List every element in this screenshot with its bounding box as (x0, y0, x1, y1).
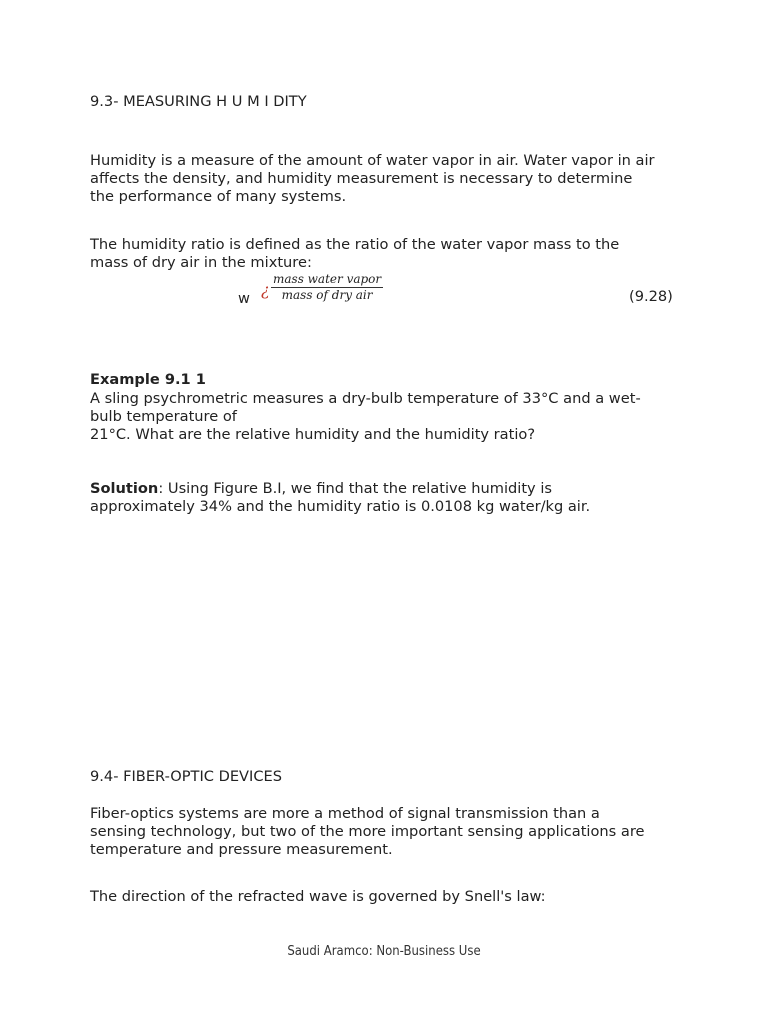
paragraph-line: The direction of the refracted wave is governed by Snell's law: (90, 888, 546, 905)
equation-number: (9.28) (629, 288, 673, 305)
paragraph-line: temperature and pressure measurement. (90, 841, 393, 858)
paragraph-line: the performance of many systems. (90, 188, 347, 205)
paragraph-line: sensing technology, but two of the more important sensing applications are (90, 823, 645, 840)
paragraph-line: 21°C. What are the relative humidity and the humidity ratio? (90, 426, 536, 443)
example-title (90, 371, 206, 389)
equation-numerator: mass water vapor (273, 272, 382, 286)
paragraph-line: Humidity is a measure of the amount of water vapor in air. Water vapor in air (90, 152, 655, 169)
paragraph-line: bulb temperature of (90, 408, 237, 425)
paragraph-line: affects the density, and humidity measurement is necessary to determine (90, 170, 633, 187)
solution-text: : Using Figure B.I, we find that the relative humidity is (158, 480, 552, 497)
solution-line (90, 480, 552, 498)
solution-label: Solution (90, 480, 159, 497)
paragraph-line: approximately 34% and the humidity ratio is 0.0108 kg water/kg air. (90, 498, 591, 515)
paragraph-line: The humidity ratio is defined as the ratio of the water vapor mass to the (90, 236, 620, 253)
example-title-text: Example 9.1 1 (90, 371, 206, 388)
section-heading: 9.3- MEASURING H U M I DITY (90, 93, 307, 110)
paragraph-line: A sling psychrometric measures a dry-bulb temperature of 33°C and a wet- (90, 390, 641, 407)
equation-operator: ¿ (261, 280, 270, 299)
equation-lhs: w (238, 290, 250, 307)
equation-denominator: mass of dry air (281, 288, 373, 302)
page-footer: Saudi Aramco: Non-Business Use (287, 944, 481, 959)
section-heading: 9.4- FIBER-OPTIC DEVICES (90, 768, 283, 785)
equation-fraction (271, 272, 383, 303)
paragraph-line: mass of dry air in the mixture: (90, 254, 312, 271)
paragraph-line: Fiber-optics systems are more a method of signal transmission than a (90, 805, 600, 822)
